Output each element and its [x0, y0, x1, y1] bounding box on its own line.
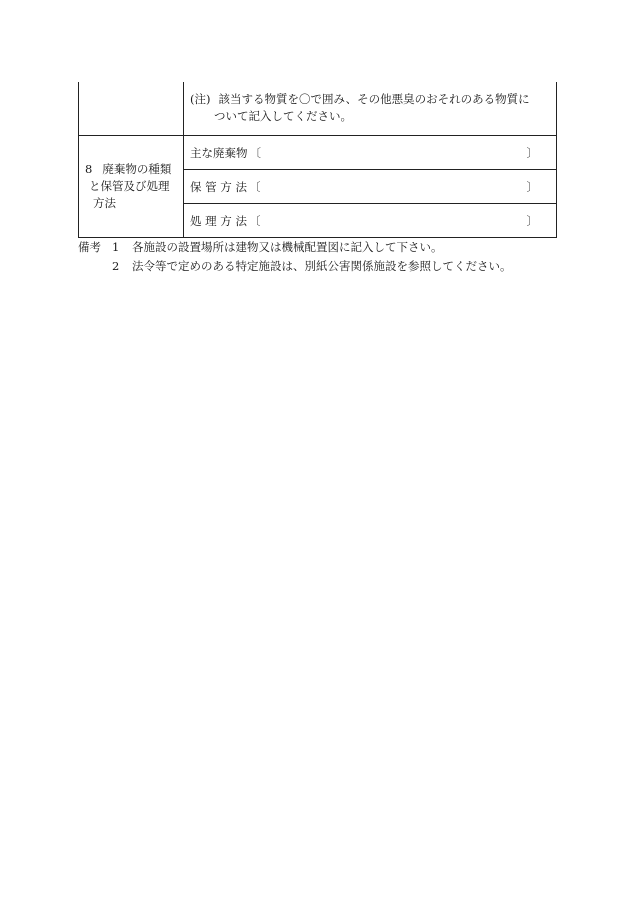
section-8-label-text-3: 方法 — [93, 196, 116, 210]
storage-method-bracket-open: 〔 — [248, 179, 261, 194]
remarks-section — [78, 238, 557, 276]
remark-text-1: 各施設の設置場所は建物又は機械配置図に記入して下さい。 — [132, 240, 443, 254]
disposal-method-bracket-open: 〔 — [248, 213, 261, 228]
disposal-method-bracket-close: 〕 — [526, 213, 538, 228]
note-label-cell-empty — [79, 82, 184, 136]
remark-number-2: 2 — [112, 259, 120, 273]
remark-item-2 — [78, 257, 557, 276]
section-8-label-text-2: と保管及び処理 — [89, 179, 170, 193]
section-8-number: 8 — [85, 162, 93, 176]
section-8-label-text-1: 廃棄物の種類 — [102, 162, 172, 176]
remarks-heading: 備考 — [78, 240, 101, 254]
storage-method-bracket-close: 〕 — [526, 179, 538, 194]
section-8-label-line-1 — [85, 161, 179, 178]
note-text-1: 該当する物質を〇で囲み、その他悪臭のおそれのある物質に — [218, 92, 530, 106]
note-row — [79, 82, 557, 136]
main-waste-label: 主な廃棄物 — [190, 145, 248, 160]
note-text-2: ついて記入してください。 — [214, 109, 352, 123]
main-waste-field[interactable] — [184, 136, 557, 170]
note-line-1 — [190, 91, 550, 108]
remarks-heading-spacer — [78, 257, 112, 276]
disposal-method-label: 処 理 方 法 — [190, 213, 247, 228]
main-waste-bracket-open: 〔 — [249, 145, 261, 160]
note-prefix: (注) — [190, 92, 211, 106]
storage-method-label: 保 管 方 法 — [190, 179, 247, 194]
section-8-label — [79, 136, 184, 238]
main-waste-bracket-close: 〕 — [526, 145, 538, 160]
remark-item-1 — [78, 238, 557, 257]
waste-main-row — [79, 136, 557, 170]
disposal-method-field[interactable] — [184, 204, 557, 238]
remark-text-2: 法令等で定めのある特定施設は、別紙公害関係施設を参照してください。 — [132, 259, 512, 273]
remark-number-1: 1 — [112, 240, 120, 254]
facility-form-table — [78, 82, 557, 238]
storage-method-field[interactable] — [184, 170, 557, 204]
note-cell — [184, 82, 557, 136]
